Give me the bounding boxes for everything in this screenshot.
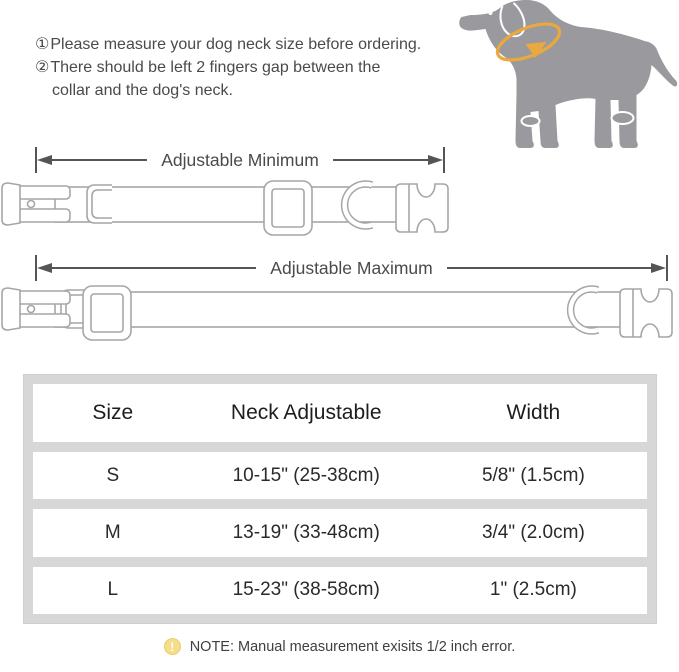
instruction-text-2: There should be left 2 fingers gap between the [50,59,381,76]
dog-far-front-paw [522,116,540,126]
dimension-tick-right [666,255,668,281]
dimension-line [52,267,256,269]
dimension-line [52,159,147,161]
cell-size: L [107,579,119,601]
adjustable-maximum-dimension [35,254,668,282]
cell-neck: 15-23" (38-58cm) [232,579,380,601]
collar-strap [55,292,622,327]
cell-width: 1" (2.5cm) [489,579,577,601]
circled-1-icon: ① [35,36,50,53]
adjustable-minimum-dimension [35,146,445,174]
dog-silhouette-icon [458,0,679,155]
size-table [23,374,657,624]
ordering-instructions [35,33,421,102]
note-text: NOTE: Manual measurement exisits 1/2 inch error. [189,638,516,655]
dimension-line [333,159,428,161]
header-width: Width [506,400,561,424]
collar-minimum-diagram [0,176,450,240]
arrowhead-left-icon [37,262,52,274]
arrowhead-right-icon [428,154,443,166]
dog-far-hind-paw [612,112,634,124]
instruction-line-2 [35,56,421,79]
dog-neck-measure-illustration [458,0,679,155]
dimension-line [447,267,651,269]
size-table-header-row [33,384,647,442]
header-neck-adjustable: Neck Adjustable [230,400,382,424]
dog-eye [489,11,493,15]
instruction-text-1: Please measure your dog neck size before ordering. [50,36,422,53]
cell-neck: 10-15" (25-38cm) [232,464,380,486]
arrowhead-right-icon [651,262,666,274]
instruction-line-3 [35,79,421,102]
cell-width: 3/4" (2.0cm) [481,521,585,543]
collar-slider-icon [83,286,131,340]
collar-female-buckle-icon [396,184,448,232]
cell-size: M [104,521,121,543]
circled-2-icon: ② [35,59,50,76]
table-row [33,452,647,499]
warning-icon: ! [164,638,181,655]
collar-strap-fold [87,185,112,223]
collar-maximum-diagram [0,281,679,345]
dimension-tick-right [443,147,445,173]
adjustable-minimum-label: Adjustable Minimum [161,149,319,170]
instruction-text-3: collar and the dog's neck. [52,82,233,99]
collar-female-buckle-icon [620,289,672,337]
adjustable-maximum-label: Adjustable Maximum [270,257,433,278]
table-row [33,567,647,614]
header-size: Size [92,400,134,424]
cell-width: 5/8" (1.5cm) [481,464,585,486]
cell-size: S [106,464,120,486]
instruction-line-1 [35,33,421,56]
measurement-note [0,638,679,655]
cell-neck: 13-19" (33-48cm) [232,521,380,543]
arrowhead-left-icon [37,154,52,166]
table-row [33,509,647,556]
collar-slider-icon [264,181,312,235]
